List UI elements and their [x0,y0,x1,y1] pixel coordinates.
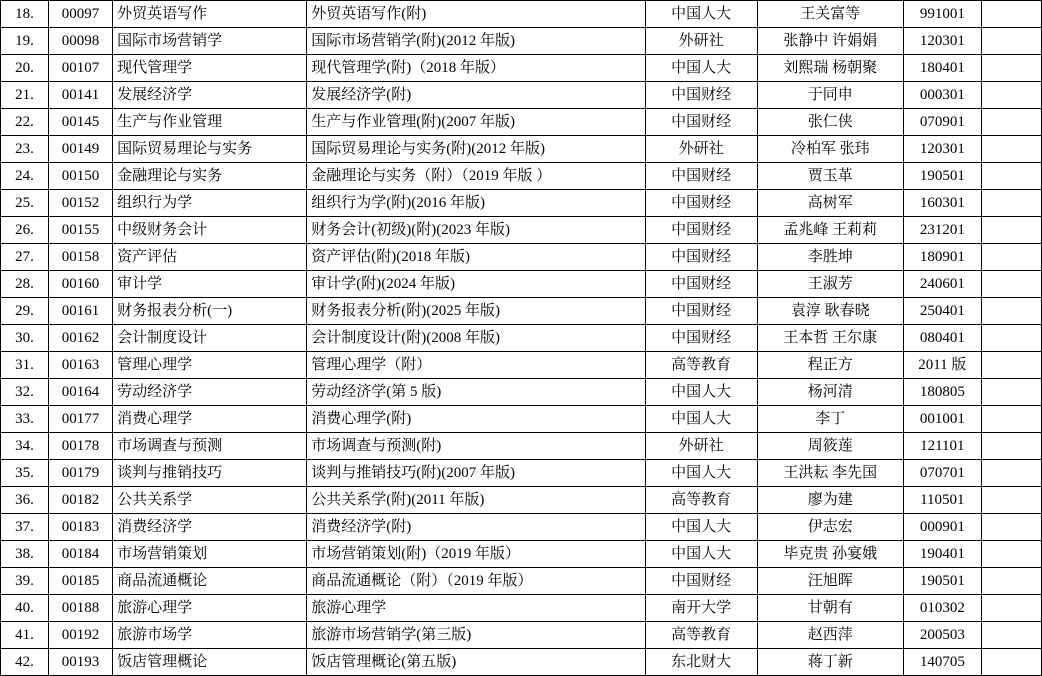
edition-number: 991001 [903,1,981,28]
textbook-title: 消费心理学(附) [307,406,645,433]
remark [981,595,1041,622]
course-name: 市场营销策划 [113,541,307,568]
publisher: 中国人大 [645,541,757,568]
editor: 于同申 [757,82,903,109]
row-index: 31. [1,352,49,379]
course-code: 00162 [49,325,113,352]
textbook-title: 生产与作业管理(附)(2007 年版) [307,109,645,136]
course-name: 消费经济学 [113,514,307,541]
editor: 周筱莲 [757,433,903,460]
remark [981,406,1041,433]
course-code: 00185 [49,568,113,595]
remark [981,460,1041,487]
course-name: 组织行为学 [113,190,307,217]
row-index: 40. [1,595,49,622]
course-code: 00182 [49,487,113,514]
textbook-title: 市场调查与预测(附) [307,433,645,460]
edition-number: 231201 [903,217,981,244]
edition-number: 070901 [903,109,981,136]
course-code: 00160 [49,271,113,298]
edition-number: 120301 [903,28,981,55]
textbook-title: 审计学(附)(2024 年版) [307,271,645,298]
row-index: 38. [1,541,49,568]
course-name: 饭店管理概论 [113,649,307,676]
course-name: 资产评估 [113,244,307,271]
remark [981,271,1041,298]
textbook-title: 谈判与推销技巧(附)(2007 年版) [307,460,645,487]
table-row [1,325,1042,352]
edition-number: 001001 [903,406,981,433]
table-row [1,541,1042,568]
publisher: 中国财经 [645,244,757,271]
course-code: 00161 [49,298,113,325]
table-row [1,163,1042,190]
table-row [1,109,1042,136]
remark [981,55,1041,82]
course-code: 00177 [49,406,113,433]
row-index: 39. [1,568,49,595]
textbook-title: 饭店管理概论(第五版) [307,649,645,676]
publisher: 外研社 [645,433,757,460]
edition-number: 121101 [903,433,981,460]
publisher: 中国人大 [645,514,757,541]
remark [981,379,1041,406]
editor: 王洪耘 李先国 [757,460,903,487]
edition-number: 190501 [903,163,981,190]
row-index: 37. [1,514,49,541]
table-row [1,190,1042,217]
editor: 毕克贵 孙宴娥 [757,541,903,568]
editor: 廖为建 [757,487,903,514]
textbook-title: 旅游市场营销学(第三版) [307,622,645,649]
course-code: 00178 [49,433,113,460]
course-code: 00193 [49,649,113,676]
editor: 李丁 [757,406,903,433]
textbook-title: 公共关系学(附)(2011 年版) [307,487,645,514]
table-row [1,433,1042,460]
course-name: 金融理论与实务 [113,163,307,190]
table-row [1,244,1042,271]
course-code: 00155 [49,217,113,244]
row-index: 21. [1,82,49,109]
row-index: 33. [1,406,49,433]
textbook-title: 财务会计(初级)(附)(2023 年版) [307,217,645,244]
table-row [1,487,1042,514]
course-code: 00098 [49,28,113,55]
publisher: 中国人大 [645,1,757,28]
editor: 王关富等 [757,1,903,28]
course-name: 生产与作业管理 [113,109,307,136]
row-index: 42. [1,649,49,676]
publisher: 中国人大 [645,460,757,487]
table-body [1,1,1042,676]
course-name: 管理心理学 [113,352,307,379]
table-row [1,28,1042,55]
textbook-title: 消费经济学(附) [307,514,645,541]
textbook-title: 国际贸易理论与实务(附)(2012 年版) [307,136,645,163]
remark [981,325,1041,352]
editor: 李胜坤 [757,244,903,271]
editor: 张仁侠 [757,109,903,136]
course-code: 00192 [49,622,113,649]
course-name: 发展经济学 [113,82,307,109]
course-code: 00150 [49,163,113,190]
row-index: 34. [1,433,49,460]
publisher: 中国财经 [645,109,757,136]
publisher: 中国财经 [645,190,757,217]
editor: 冷柏军 张玮 [757,136,903,163]
publisher: 中国人大 [645,379,757,406]
course-code: 00149 [49,136,113,163]
edition-number: 250401 [903,298,981,325]
row-index: 18. [1,1,49,28]
textbook-title: 商品流通概论（附）（2019 年版） [307,568,645,595]
course-name: 旅游市场学 [113,622,307,649]
course-code: 00183 [49,514,113,541]
editor: 杨河清 [757,379,903,406]
remark [981,352,1041,379]
row-index: 36. [1,487,49,514]
table-row [1,568,1042,595]
textbook-title: 组织行为学(附)(2016 年版) [307,190,645,217]
course-name: 财务报表分析(一) [113,298,307,325]
textbook-title: 资产评估(附)(2018 年版) [307,244,645,271]
course-name: 中级财务会计 [113,217,307,244]
course-code: 00164 [49,379,113,406]
publisher: 中国财经 [645,325,757,352]
remark [981,649,1041,676]
row-index: 29. [1,298,49,325]
editor: 王淑芳 [757,271,903,298]
remark [981,136,1041,163]
edition-number: 180401 [903,55,981,82]
course-code: 00179 [49,460,113,487]
row-index: 19. [1,28,49,55]
course-code: 00188 [49,595,113,622]
row-index: 27. [1,244,49,271]
publisher: 中国财经 [645,82,757,109]
publisher: 外研社 [645,136,757,163]
course-name: 劳动经济学 [113,379,307,406]
editor: 王本哲 王尔康 [757,325,903,352]
publisher: 中国人大 [645,55,757,82]
editor: 孟兆峰 王莉莉 [757,217,903,244]
editor: 蒋丁新 [757,649,903,676]
textbook-title: 现代管理学(附)（2018 年版） [307,55,645,82]
table-row [1,271,1042,298]
edition-number: 080401 [903,325,981,352]
table-row [1,352,1042,379]
publisher: 中国财经 [645,568,757,595]
row-index: 32. [1,379,49,406]
remark [981,244,1041,271]
edition-number: 000301 [903,82,981,109]
edition-number: 140705 [903,649,981,676]
table-row [1,217,1042,244]
table-row [1,460,1042,487]
table-row [1,136,1042,163]
publisher: 高等教育 [645,352,757,379]
remark [981,514,1041,541]
course-name: 商品流通概论 [113,568,307,595]
table-row [1,622,1042,649]
remark [981,28,1041,55]
textbook-title: 发展经济学(附) [307,82,645,109]
row-index: 28. [1,271,49,298]
table-row [1,82,1042,109]
remark [981,217,1041,244]
textbook-title: 管理心理学（附） [307,352,645,379]
editor: 刘熙瑞 杨朝聚 [757,55,903,82]
remark [981,82,1041,109]
course-code: 00141 [49,82,113,109]
textbook-title: 劳动经济学(第 5 版) [307,379,645,406]
textbook-title: 市场营销策划(附)（2019 年版） [307,541,645,568]
edition-number: 120301 [903,136,981,163]
editor: 袁淳 耿春晓 [757,298,903,325]
remark [981,1,1041,28]
textbook-title: 金融理论与实务（附）（2019 年版 ） [307,163,645,190]
publisher: 高等教育 [645,622,757,649]
course-code: 00107 [49,55,113,82]
edition-number: 240601 [903,271,981,298]
table-row [1,514,1042,541]
textbook-title: 会计制度设计(附)(2008 年版) [307,325,645,352]
edition-number: 200503 [903,622,981,649]
course-code: 00097 [49,1,113,28]
course-code: 00152 [49,190,113,217]
row-index: 26. [1,217,49,244]
edition-number: 160301 [903,190,981,217]
editor: 程正方 [757,352,903,379]
table-row [1,1,1042,28]
editor: 甘朝有 [757,595,903,622]
remark [981,622,1041,649]
course-code: 00158 [49,244,113,271]
editor: 汪旭晖 [757,568,903,595]
edition-number: 070701 [903,460,981,487]
course-name: 外贸英语写作 [113,1,307,28]
editor: 伊志宏 [757,514,903,541]
course-code: 00184 [49,541,113,568]
course-name: 市场调查与预测 [113,433,307,460]
course-name: 公共关系学 [113,487,307,514]
textbook-title: 国际市场营销学(附)(2012 年版) [307,28,645,55]
table-row [1,406,1042,433]
table-row [1,595,1042,622]
edition-number: 2011 版 [903,352,981,379]
row-index: 23. [1,136,49,163]
editor: 张静中 许娟娟 [757,28,903,55]
table-row [1,649,1042,676]
remark [981,298,1041,325]
remark [981,190,1041,217]
remark [981,568,1041,595]
row-index: 25. [1,190,49,217]
remark [981,541,1041,568]
publisher: 中国财经 [645,271,757,298]
publisher: 外研社 [645,28,757,55]
editor: 高树军 [757,190,903,217]
publisher: 高等教育 [645,487,757,514]
publisher: 中国人大 [645,406,757,433]
table-row [1,298,1042,325]
edition-number: 190401 [903,541,981,568]
publisher: 中国财经 [645,217,757,244]
edition-number: 010302 [903,595,981,622]
row-index: 24. [1,163,49,190]
course-name: 旅游心理学 [113,595,307,622]
publisher: 南开大学 [645,595,757,622]
course-code: 00163 [49,352,113,379]
remark [981,487,1041,514]
publisher: 中国财经 [645,298,757,325]
remark [981,433,1041,460]
edition-number: 180805 [903,379,981,406]
course-name: 国际贸易理论与实务 [113,136,307,163]
edition-number: 180901 [903,244,981,271]
course-name: 审计学 [113,271,307,298]
remark [981,109,1041,136]
publisher: 东北财大 [645,649,757,676]
edition-number: 190501 [903,568,981,595]
table-row [1,379,1042,406]
course-name: 谈判与推销技巧 [113,460,307,487]
row-index: 20. [1,55,49,82]
row-index: 30. [1,325,49,352]
table-row [1,55,1042,82]
edition-number: 110501 [903,487,981,514]
editor: 贾玉革 [757,163,903,190]
textbook-title: 财务报表分析(附)(2025 年版) [307,298,645,325]
course-name: 国际市场营销学 [113,28,307,55]
row-index: 22. [1,109,49,136]
remark [981,163,1041,190]
course-name: 现代管理学 [113,55,307,82]
textbook-title: 旅游心理学 [307,595,645,622]
course-name: 消费心理学 [113,406,307,433]
editor: 赵西萍 [757,622,903,649]
textbook-title: 外贸英语写作(附) [307,1,645,28]
row-index: 35. [1,460,49,487]
edition-number: 000901 [903,514,981,541]
course-name: 会计制度设计 [113,325,307,352]
publisher: 中国财经 [645,163,757,190]
row-index: 41. [1,622,49,649]
course-code: 00145 [49,109,113,136]
